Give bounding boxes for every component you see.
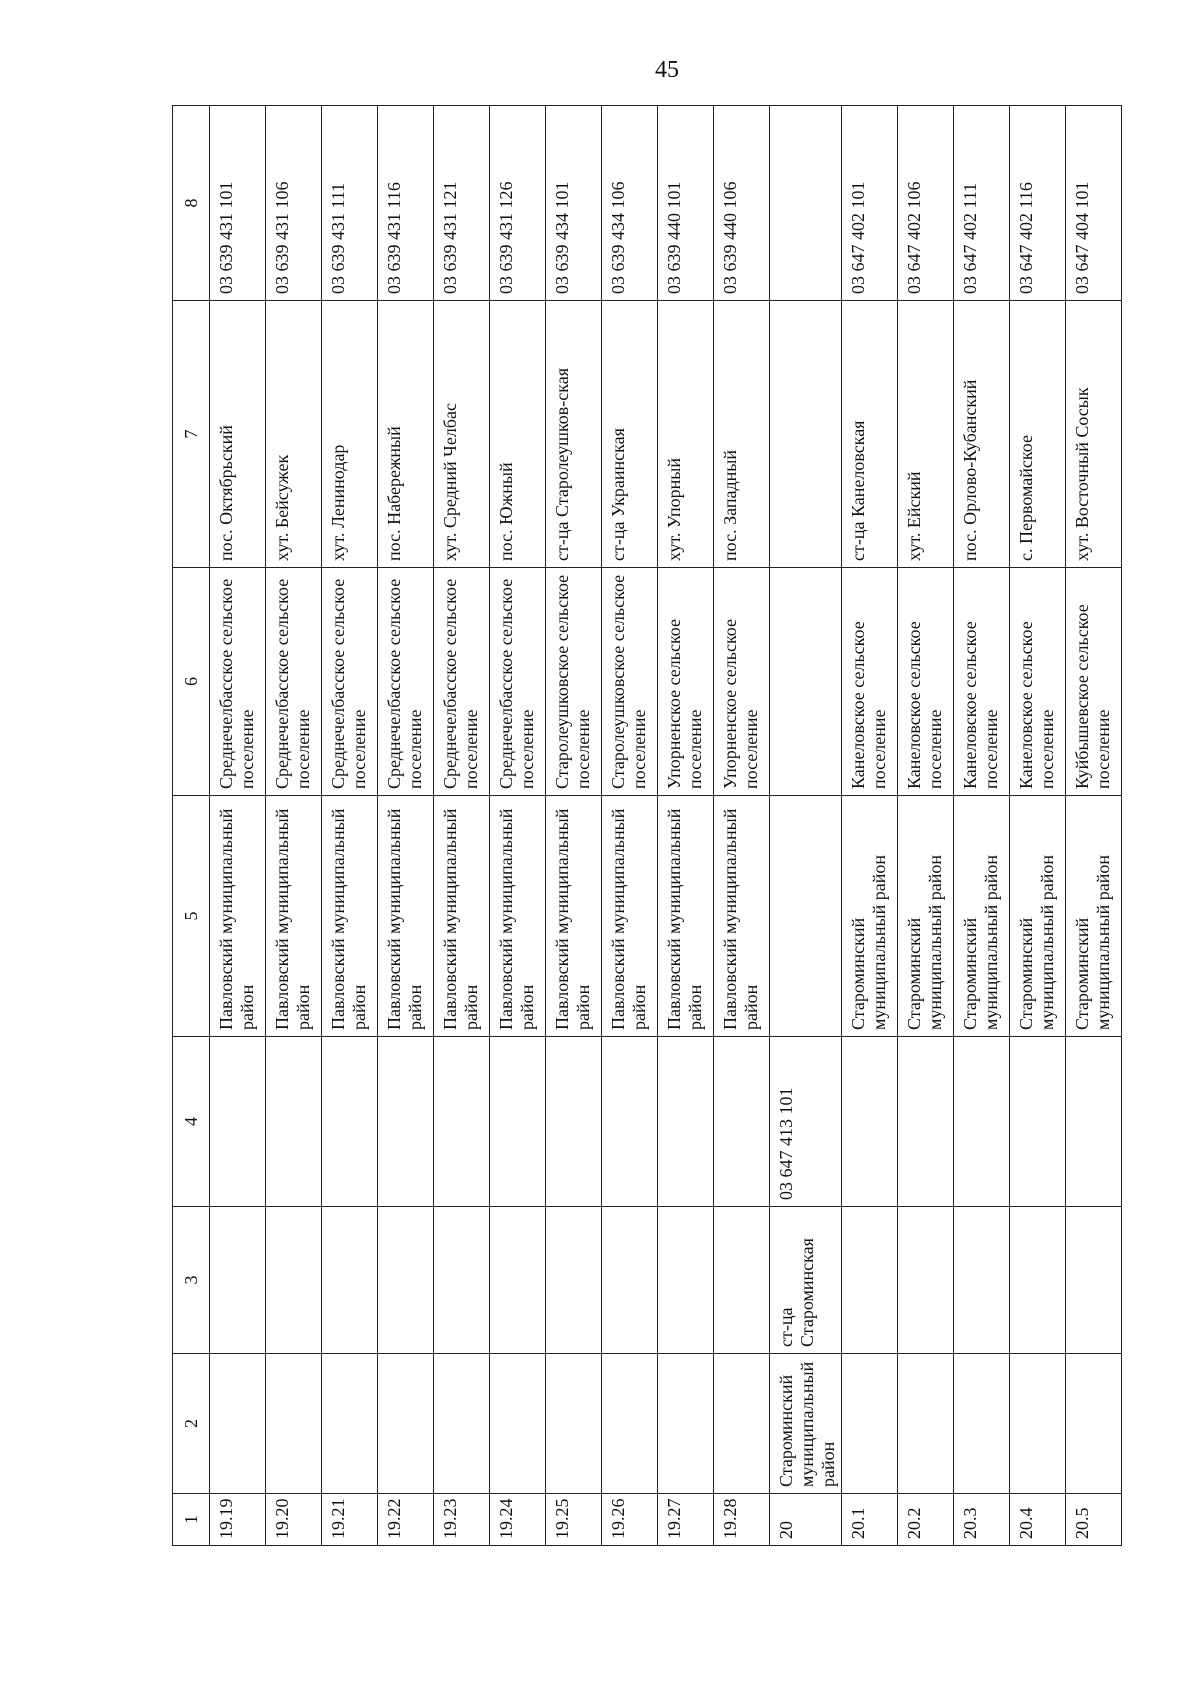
table-cell: Среднечелбасское сельское поселение bbox=[490, 568, 546, 796]
table-cell: 03 639 440 106 bbox=[714, 106, 770, 301]
table-row bbox=[490, 106, 546, 1546]
table-cell: 20.2 bbox=[898, 1494, 954, 1546]
column-header: 7 bbox=[173, 301, 210, 568]
table-cell: 19.25 bbox=[546, 1494, 602, 1546]
table-cell: 03 639 434 101 bbox=[546, 106, 602, 301]
table-cell bbox=[1010, 1207, 1066, 1354]
table-cell: Упорненское сельское поселение bbox=[658, 568, 714, 796]
table-cell bbox=[210, 1354, 266, 1494]
table-cell: 03 647 402 101 bbox=[842, 106, 898, 301]
table-cell bbox=[954, 1354, 1010, 1494]
table-cell: 19.28 bbox=[714, 1494, 770, 1546]
table-cell bbox=[490, 1354, 546, 1494]
table-cell bbox=[210, 1207, 266, 1354]
table-cell bbox=[1010, 1354, 1066, 1494]
column-header: 5 bbox=[173, 796, 210, 1037]
table-cell bbox=[434, 1207, 490, 1354]
table-cell bbox=[714, 1037, 770, 1207]
table-cell bbox=[434, 1354, 490, 1494]
table-cell: 20.3 bbox=[954, 1494, 1010, 1546]
table-cell bbox=[1066, 1354, 1122, 1494]
table-row bbox=[546, 106, 602, 1546]
table-row bbox=[898, 106, 954, 1546]
table-cell: Павловский муниципальный район bbox=[546, 796, 602, 1037]
table-cell: Павловский муниципальный район bbox=[266, 796, 322, 1037]
table-cell bbox=[266, 1037, 322, 1207]
table-cell: пос. Западный bbox=[714, 301, 770, 568]
table-cell: Староминский муниципальный район bbox=[770, 1354, 842, 1494]
table-cell: 03 647 402 111 bbox=[954, 106, 1010, 301]
table-cell: Павловский муниципальный район bbox=[714, 796, 770, 1037]
table-cell: 03 639 440 101 bbox=[658, 106, 714, 301]
table-cell: 19.23 bbox=[434, 1494, 490, 1546]
table-cell: Староминский муниципальный район bbox=[898, 796, 954, 1037]
table-cell: хут. Восточный Сосык bbox=[1066, 301, 1122, 568]
table-cell bbox=[546, 1207, 602, 1354]
column-header: 8 bbox=[173, 106, 210, 301]
table-row bbox=[770, 106, 842, 1546]
table-cell: пос. Южный bbox=[490, 301, 546, 568]
table-cell bbox=[842, 1037, 898, 1207]
table-cell: Старолеушковское сельское поселение bbox=[602, 568, 658, 796]
table-cell: ст-ца Украинская bbox=[602, 301, 658, 568]
table-cell bbox=[322, 1037, 378, 1207]
table-cell: Староминский муниципальный район bbox=[1066, 796, 1122, 1037]
table-cell: 19.19 bbox=[210, 1494, 266, 1546]
table-cell: Среднечелбасское сельское поселение bbox=[266, 568, 322, 796]
table-cell bbox=[898, 1037, 954, 1207]
column-header: 1 bbox=[173, 1494, 210, 1546]
column-header: 4 bbox=[173, 1037, 210, 1207]
table-cell: ст-ца Канеловская bbox=[842, 301, 898, 568]
table-cell: 03 639 431 106 bbox=[266, 106, 322, 301]
table-cell bbox=[490, 1037, 546, 1207]
table-row bbox=[210, 106, 266, 1546]
table-cell: Упорненское сельское поселение bbox=[714, 568, 770, 796]
column-header: 3 bbox=[173, 1207, 210, 1354]
table-cell bbox=[1066, 1037, 1122, 1207]
table-cell bbox=[266, 1354, 322, 1494]
table-cell bbox=[898, 1207, 954, 1354]
table-cell: Канеловское сельское поселение bbox=[1010, 568, 1066, 796]
table-cell bbox=[602, 1207, 658, 1354]
table-row bbox=[266, 106, 322, 1546]
table-cell bbox=[658, 1354, 714, 1494]
table-cell bbox=[378, 1207, 434, 1354]
table-cell: 03 639 431 111 bbox=[322, 106, 378, 301]
table-cell bbox=[658, 1037, 714, 1207]
table-cell: пос. Орлово-Кубанский bbox=[954, 301, 1010, 568]
table-cell: Староминский муниципальный район bbox=[842, 796, 898, 1037]
table-cell: Канеловское сельское поселение bbox=[954, 568, 1010, 796]
table-cell: 20 bbox=[770, 1494, 842, 1546]
table-cell bbox=[1066, 1207, 1122, 1354]
table-cell: Павловский муниципальный район bbox=[378, 796, 434, 1037]
table-header bbox=[173, 106, 210, 1546]
table-cell bbox=[266, 1207, 322, 1354]
table-cell: хут. Ейский bbox=[898, 301, 954, 568]
column-header: 6 bbox=[173, 568, 210, 796]
table-cell: 19.24 bbox=[490, 1494, 546, 1546]
table-body bbox=[210, 106, 1122, 1546]
table-cell: Павловский муниципальный район bbox=[658, 796, 714, 1037]
table-row bbox=[378, 106, 434, 1546]
table-cell bbox=[898, 1354, 954, 1494]
table-cell bbox=[770, 568, 842, 796]
table-cell bbox=[714, 1354, 770, 1494]
table-cell: Старолеушковское сельское поселение bbox=[546, 568, 602, 796]
table-row bbox=[658, 106, 714, 1546]
table-cell bbox=[602, 1354, 658, 1494]
table-cell bbox=[770, 106, 842, 301]
table-cell bbox=[322, 1354, 378, 1494]
table-cell: 03 647 402 106 bbox=[898, 106, 954, 301]
table-cell bbox=[1010, 1037, 1066, 1207]
table-cell: хут. Упорный bbox=[658, 301, 714, 568]
table-cell: Павловский муниципальный район bbox=[210, 796, 266, 1037]
table-cell: пос. Набережный bbox=[378, 301, 434, 568]
table-cell bbox=[842, 1207, 898, 1354]
rotated-table-container bbox=[172, 106, 1114, 1546]
table-cell bbox=[378, 1037, 434, 1207]
table-row bbox=[434, 106, 490, 1546]
column-header: 2 bbox=[173, 1354, 210, 1494]
table-cell: ст-ца Староминская bbox=[770, 1207, 842, 1354]
table-cell: 03 647 413 101 bbox=[770, 1037, 842, 1207]
table-cell: хут. Бейсужек bbox=[266, 301, 322, 568]
table-cell: Староминский муниципальный район bbox=[954, 796, 1010, 1037]
table-cell: с. Первомайское bbox=[1010, 301, 1066, 568]
table-cell: хут. Средний Челбас bbox=[434, 301, 490, 568]
table-cell bbox=[770, 796, 842, 1037]
table-cell bbox=[210, 1037, 266, 1207]
table-row bbox=[322, 106, 378, 1546]
table-cell: Павловский муниципальный район bbox=[434, 796, 490, 1037]
table-cell: пос. Октябрьский bbox=[210, 301, 266, 568]
table-cell: 19.22 bbox=[378, 1494, 434, 1546]
table-cell: Канеловское сельское поселение bbox=[842, 568, 898, 796]
table-cell bbox=[954, 1207, 1010, 1354]
table-cell: Канеловское сельское поселение bbox=[898, 568, 954, 796]
table-cell: Среднечелбасское сельское поселение bbox=[210, 568, 266, 796]
page-number: 45 bbox=[655, 57, 679, 83]
table-cell bbox=[378, 1354, 434, 1494]
table-cell: 03 639 431 121 bbox=[434, 106, 490, 301]
table-cell: Староминский муниципальный район bbox=[1010, 796, 1066, 1037]
table-cell bbox=[546, 1037, 602, 1207]
table-cell bbox=[322, 1207, 378, 1354]
table-cell: 03 639 434 106 bbox=[602, 106, 658, 301]
table-cell: 20.5 bbox=[1066, 1494, 1122, 1546]
table-cell: 19.26 bbox=[602, 1494, 658, 1546]
table-cell: 03 647 404 101 bbox=[1066, 106, 1122, 301]
table-row bbox=[954, 106, 1010, 1546]
table-row bbox=[1010, 106, 1066, 1546]
table-cell: 03 639 431 116 bbox=[378, 106, 434, 301]
table-cell bbox=[714, 1207, 770, 1354]
table-cell: Среднечелбасское сельское поселение bbox=[322, 568, 378, 796]
table-cell: Павловский муниципальный район bbox=[490, 796, 546, 1037]
table-row bbox=[1066, 106, 1122, 1546]
table-cell bbox=[602, 1037, 658, 1207]
table-cell: Куйбышевское сельское поселение bbox=[1066, 568, 1122, 796]
table-cell: 20.1 bbox=[842, 1494, 898, 1546]
table-cell: 19.27 bbox=[658, 1494, 714, 1546]
table-cell bbox=[434, 1037, 490, 1207]
table-cell bbox=[954, 1037, 1010, 1207]
table-row bbox=[842, 106, 898, 1546]
table-cell: ст-ца Старолеушков-ская bbox=[546, 301, 602, 568]
table-cell: хут. Ленинодар bbox=[322, 301, 378, 568]
table-row bbox=[714, 106, 770, 1546]
table-cell: Среднечелбасское сельское поселение bbox=[378, 568, 434, 796]
table-cell: Среднечелбасское сельское поселение bbox=[434, 568, 490, 796]
table-cell: 20.4 bbox=[1010, 1494, 1066, 1546]
table-cell bbox=[658, 1207, 714, 1354]
table-cell: Павловский муниципальный район bbox=[602, 796, 658, 1037]
table-cell bbox=[546, 1354, 602, 1494]
table-cell: 19.20 bbox=[266, 1494, 322, 1546]
table-cell: 03 639 431 126 bbox=[490, 106, 546, 301]
table-cell bbox=[842, 1354, 898, 1494]
table-row bbox=[602, 106, 658, 1546]
table-cell: 03 647 402 116 bbox=[1010, 106, 1066, 301]
table-cell bbox=[490, 1207, 546, 1354]
table-cell: 19.21 bbox=[322, 1494, 378, 1546]
table-cell: 03 639 431 101 bbox=[210, 106, 266, 301]
settlements-table bbox=[172, 105, 1122, 1546]
table-cell bbox=[770, 301, 842, 568]
table-cell: Павловский муниципальный район bbox=[322, 796, 378, 1037]
